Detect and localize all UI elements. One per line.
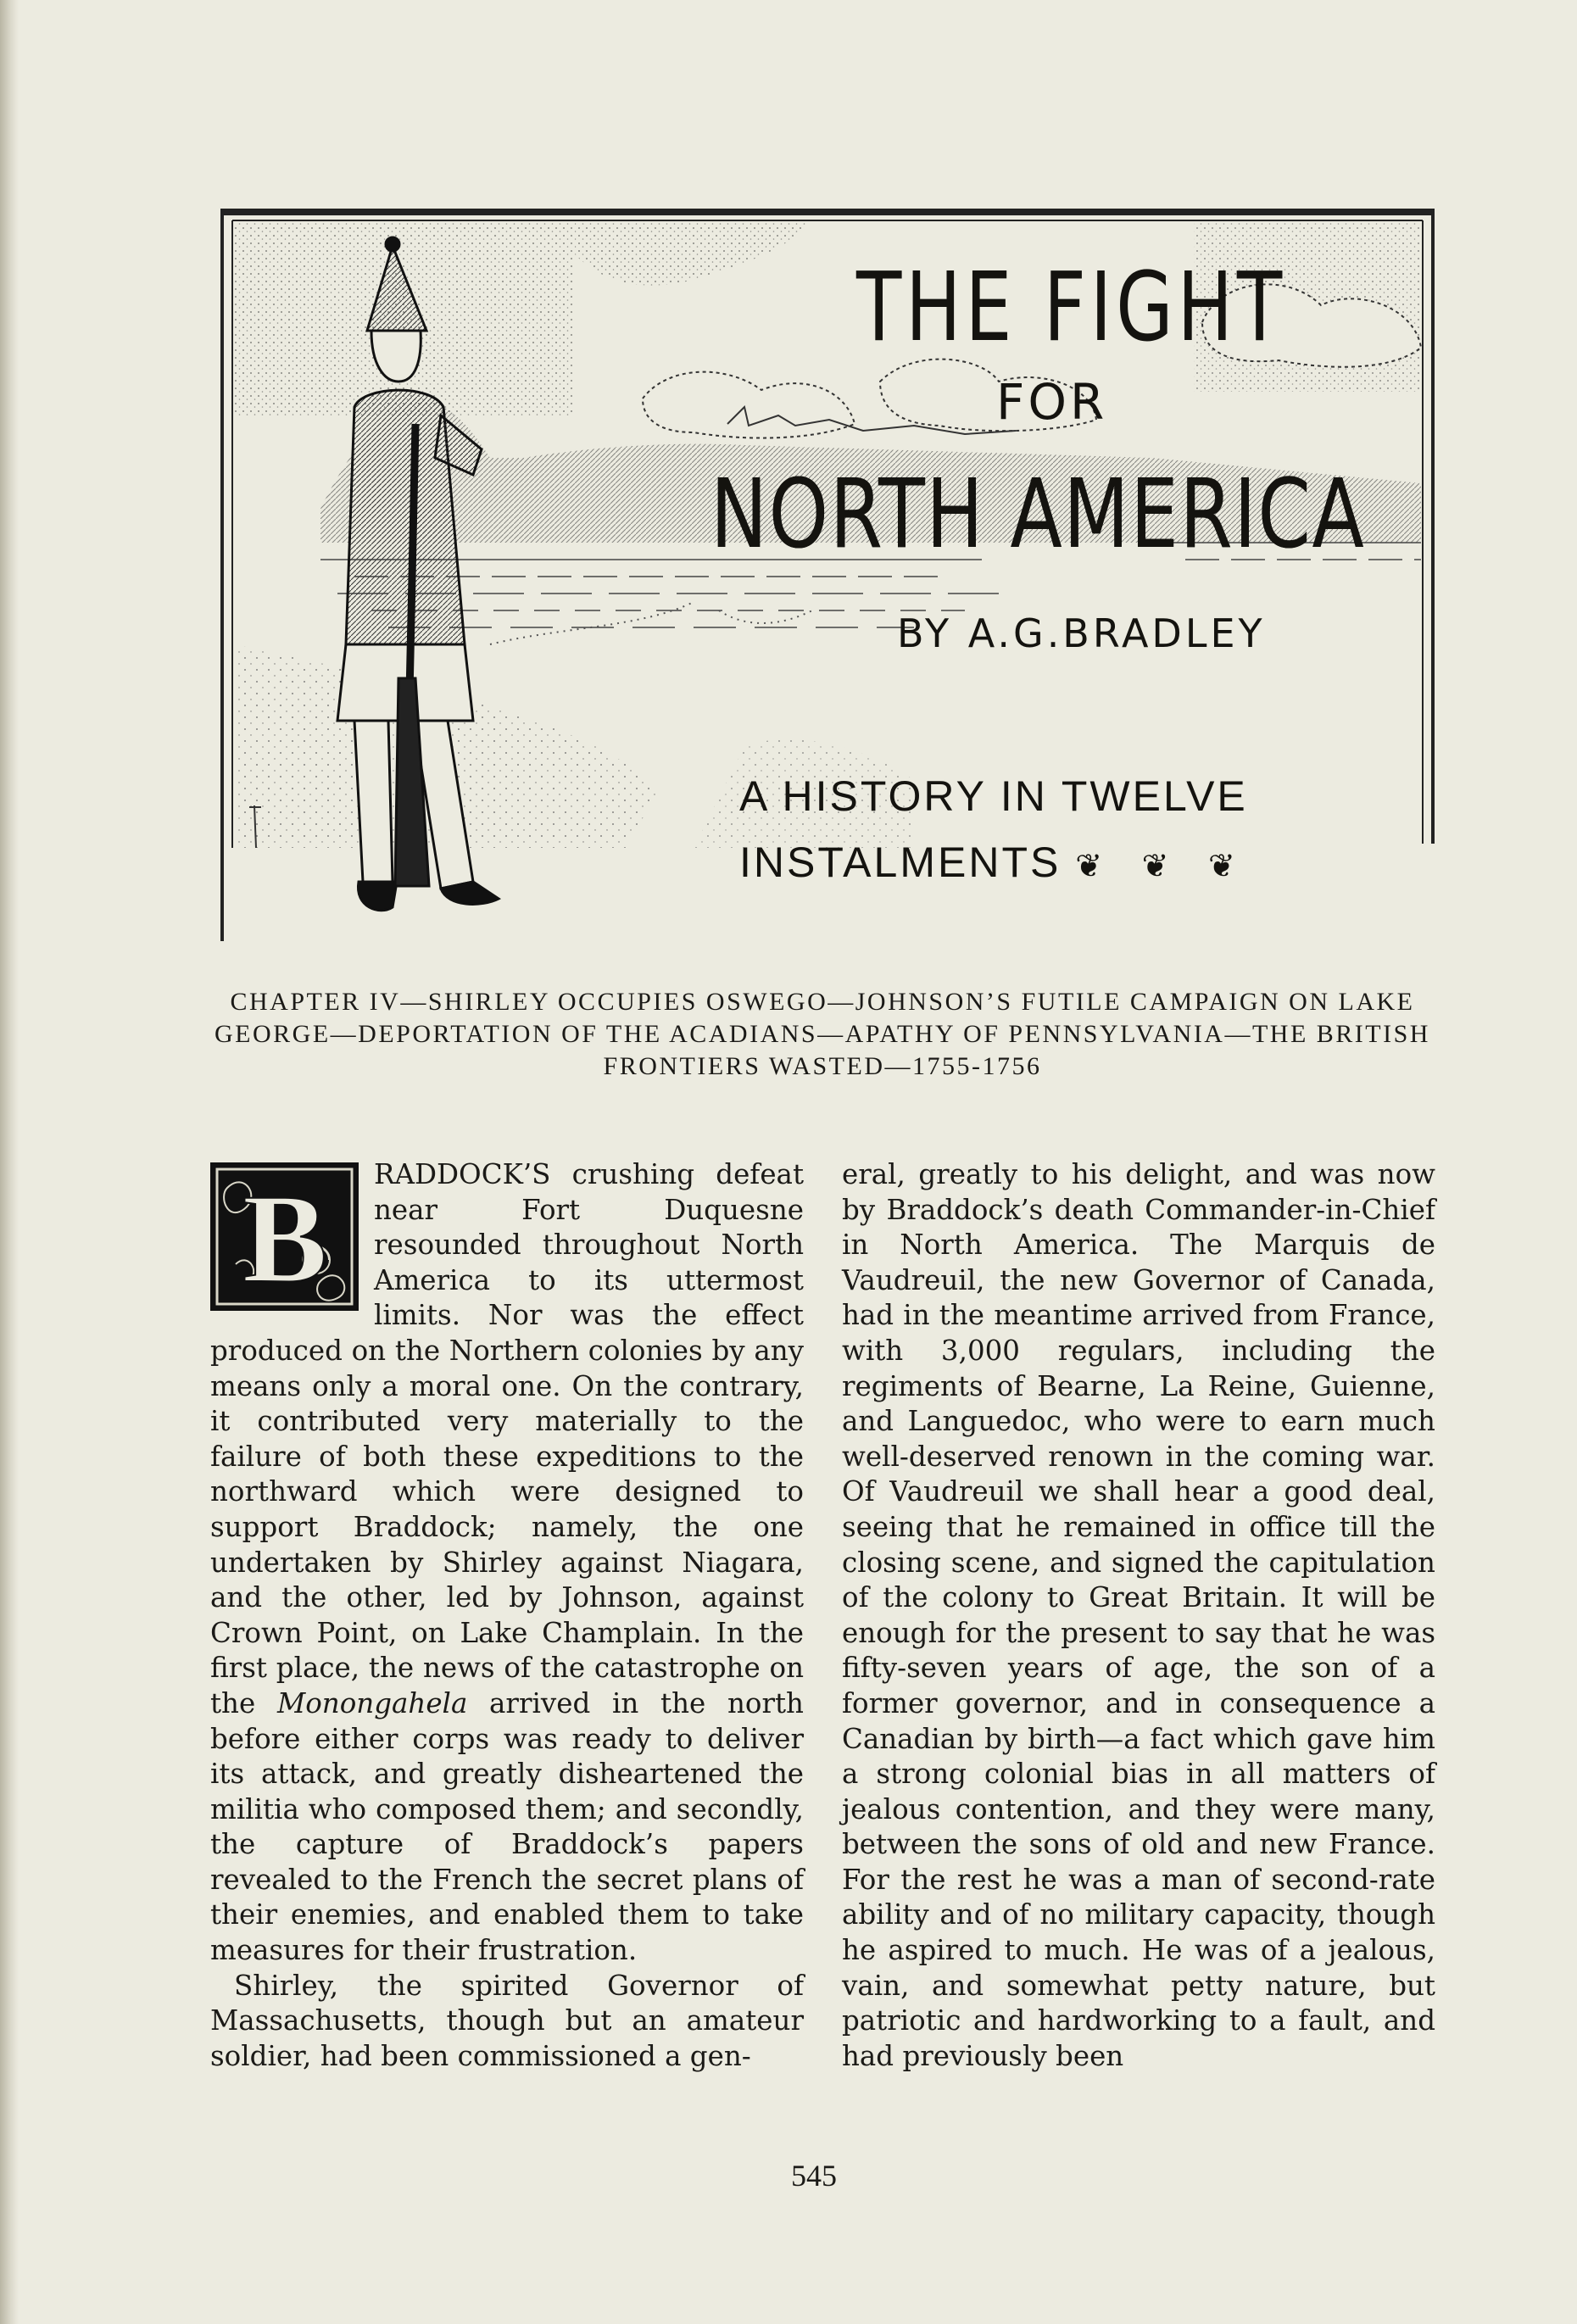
article-subtitle: [739, 763, 1384, 900]
subtitle-line-2-text: INSTALMENTS: [739, 839, 1062, 886]
page-number: 545: [791, 2159, 837, 2193]
page-gutter-shadow: [0, 0, 19, 2324]
subtitle-line-1: A HISTORY IN TWELVE: [739, 772, 1248, 820]
text-column-right: [842, 1157, 1435, 2074]
running-head-bleedthrough: [475, 127, 1407, 161]
paragraph1-text-head: RADDOCK’S crushing defeat near Fort Duquesne resounded throughout North America to its uttermost limits. Nor was the effect produced on the Northern colonies by any means only a moral one. On the contrary, it contributed very materially to the failure of both these expeditions to the northward which were designed to support Braddock; namely, the one undertaken by Shirley against Niagara, and the other, led by Johnson, against Crown Point, on Lake Champlain. In the first place, the news of the catastrophe on the: [210, 1158, 804, 1719]
paragraph1-italic-river: Monongahela: [276, 1686, 468, 1719]
subtitle-line-2: [739, 829, 1384, 900]
paragraph-shirley-continued: eral, greatly to his delight, and was now by Braddock’s death Commander-in-Chief in North America. The Marquis de Vaudreuil, the new Governor of Canada, had in the meantime arrived from France, with 3,000 regulars, including the regiments of Bearne, La Reine, Guienne, and Languedoc, who were to earn much well-deserved renown in the coming war. Of Vaudreuil we shall hear a good deal, seeing that he remained in office till the closing scene, and signed the capitulation of the colony to Great Britain. It will be enough for the present to say that he was fifty-seven years of age, the son of a former governor, and in consequence a Canadian by birth—a fact which gave him a strong colonial bias in all matters of jealous contention, and they were many, between the sons of old and new France. For the rest he was a man of second-rate ability and of no military capacity, though he aspired to much. He was of a jealous, vain, and somewhat petty nature, but patriotic and hardworking to a fault, and had previously been: [842, 1158, 1435, 2072]
drop-cap-ornament: [210, 1162, 359, 1311]
paragraph-opening: [210, 1157, 804, 1969]
article-title-line-1: THE FIGHT: [856, 253, 1286, 363]
article-title-line-2: FOR: [996, 373, 1108, 431]
article-title-line-3: NORTH AMERICA: [710, 460, 1366, 570]
text-column-left: [210, 1157, 804, 2074]
drop-cap-letter: B: [242, 1168, 328, 1309]
chapter-heading: CHAPTER IV—SHIRLEY OCCUPIES OSWEGO—JOHNSON’S FUTILE CAMPAIGN ON LAKE GEORGE—DEPORTATION OF THE ACADIANS—APATHY OF PENNSYLVANIA—THE BRITISH FRONTIERS WASTED—1755-1756: [215, 988, 1430, 1080]
fleuron-ornaments: ❦ ❦ ❦: [1075, 849, 1251, 884]
article-byline: BY A.G.BRADLEY: [897, 610, 1266, 656]
paragraph-shirley-start: Shirley, the spirited Governor of Massachusetts, though but an amateur soldier, had been commissioned a gen-: [210, 1969, 804, 2072]
paragraph1-text-tail: arrived in the north before either corps was ready to deliver its attack, and greatly disheartened the militia who composed them; and secondly, the capture of Braddock’s papers revealed to the French the secret plans of their enemies, and enabled them to take measures for their frustration.: [210, 1686, 804, 1967]
